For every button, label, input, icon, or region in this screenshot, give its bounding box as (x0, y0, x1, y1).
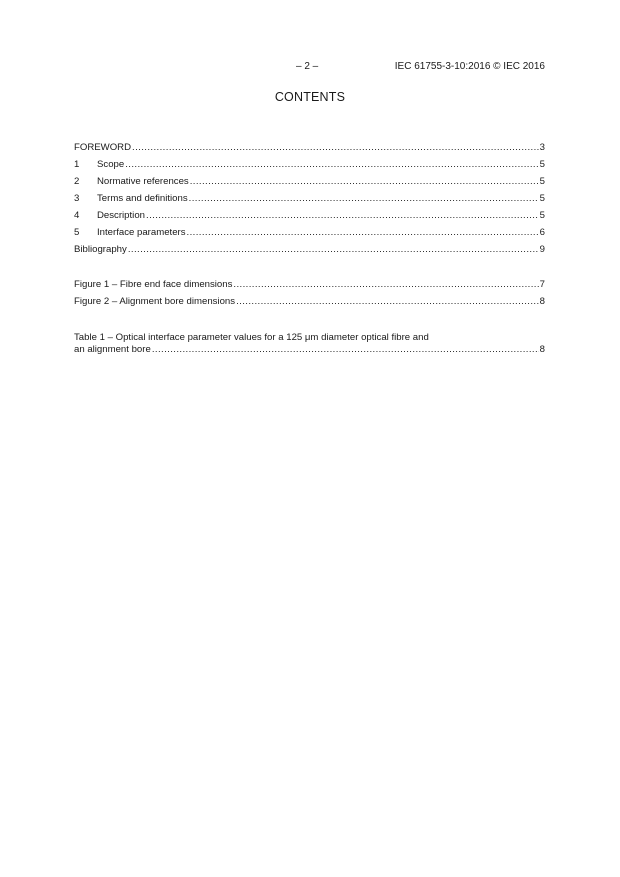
toc-entry-label: Bibliography (74, 244, 127, 255)
toc-entry-label: Description (97, 210, 145, 221)
contents-title: CONTENTS (274, 90, 346, 104)
toc-entry-label-line2: an alignment bore (74, 344, 151, 355)
toc-entry-continuation (74, 344, 545, 356)
toc-dot-leader (132, 139, 539, 156)
toc-dot-leader (187, 224, 539, 241)
toc-entry-number: 3 (74, 193, 80, 204)
toc-entry-figure-1[interactable] (74, 276, 545, 293)
toc-dot-leader (152, 344, 539, 356)
toc-entry-interface-parameters[interactable] (74, 224, 545, 241)
toc-entry-page: 7 (539, 279, 545, 290)
toc-entry-label: Figure 2 – Alignment bore dimensions (74, 296, 236, 307)
toc-entry-number: 2 (74, 176, 80, 187)
toc-entry-page: 5 (539, 159, 545, 170)
toc-entry-description[interactable] (74, 207, 545, 224)
toc-entry-table-1[interactable] (74, 332, 545, 356)
toc-entry-page: 9 (539, 244, 545, 255)
toc-entry-foreword[interactable] (74, 139, 545, 156)
page-header (0, 60, 620, 74)
toc-entry-page: 6 (539, 227, 545, 238)
toc-dot-leader (190, 173, 539, 190)
toc-entry-page: 8 (539, 296, 545, 307)
toc-entry-label: FOREWORD (74, 142, 132, 153)
toc-entry-page: 5 (539, 210, 545, 221)
toc-entry-bibliography[interactable] (74, 241, 545, 258)
toc-entry-label: Figure 1 – Fibre end face dimensions (74, 279, 233, 290)
toc-main-section (74, 139, 545, 258)
toc-entry-page: 8 (539, 344, 545, 355)
toc-dot-leader (233, 276, 538, 293)
toc-dot-leader (146, 207, 539, 224)
toc-entry-label-line1: Table 1 – Optical interface parameter values for a 125 μm diameter optical fibre and (74, 332, 429, 343)
toc-entry-scope[interactable] (74, 156, 545, 173)
toc-entry-page: 5 (539, 193, 545, 204)
toc-entry-page: 3 (539, 142, 545, 153)
toc-tables-section (74, 332, 545, 356)
toc-entry-terms-and-definitions[interactable] (74, 190, 545, 207)
toc-entry-figure-2[interactable] (74, 293, 545, 310)
toc-entry-label: Terms and definitions (97, 193, 188, 204)
toc-entry-number: 4 (74, 210, 80, 221)
toc-dot-leader (236, 293, 539, 310)
toc-dot-leader (125, 156, 538, 173)
toc-dot-leader (189, 190, 539, 207)
toc-entry-label: Normative references (97, 176, 189, 187)
toc-figures-section (74, 276, 545, 310)
document-reference: IEC 61755-3-10:2016 © IEC 2016 (394, 61, 545, 72)
toc-dot-leader (128, 241, 539, 258)
toc-entry-number: 5 (74, 227, 80, 238)
toc-entry-normative-references[interactable] (74, 173, 545, 190)
page-number: – 2 – (296, 61, 319, 72)
toc-entry-label: Interface parameters (97, 227, 186, 238)
toc-entry-label: Scope (97, 159, 125, 170)
toc-entry-page: 5 (539, 176, 545, 187)
toc-entry-number: 1 (74, 159, 80, 170)
